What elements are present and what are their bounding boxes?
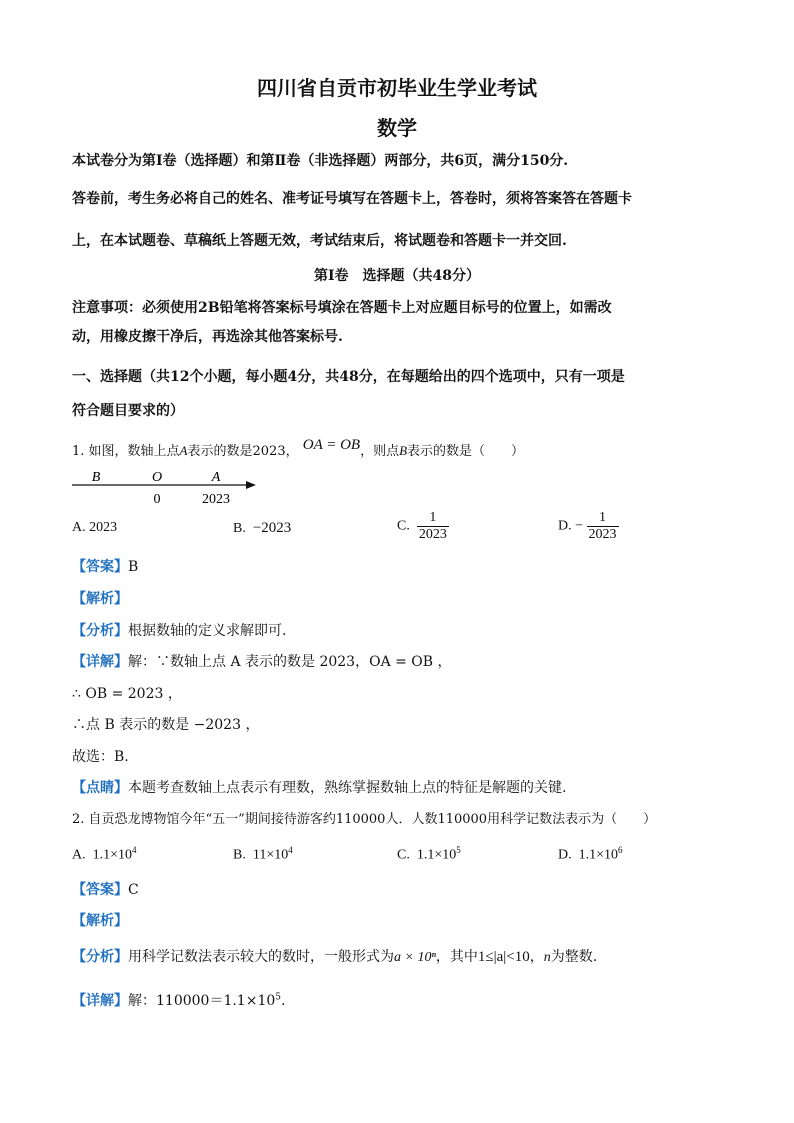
q1-analysis-row [72,588,128,608]
exam-title: 四川省自贡市初毕业生学业考试 [257,76,537,100]
q1-fenxi-tag: 【分析】 [72,623,128,639]
q2-detail-exp: 5 [275,992,281,1003]
q1-stem-c: ，则点 [360,444,400,459]
q1-fenxi: 根据数轴的定义求解即可. [128,623,287,639]
q2-option-d [558,845,623,864]
q2-option-c-base: 1.1×10 [416,847,457,863]
q2-option-a-label: A. [72,847,86,863]
q1-expr: OA = OB [302,437,361,453]
q2-fenxi-range: 1≤|a|<10 [477,949,530,965]
q1-option-c-fraction [417,510,449,543]
q1-option-d [558,510,619,543]
q2-fenxi-c: ， [529,949,544,965]
notice-line-2: 动，用橡皮擦干净后，再选涂其他答案标号. [72,329,343,345]
q2-fenxi-a: 用科学记数法表示较大的数时，一般形式为 [128,949,394,965]
q2-fenxi-n: n [543,950,551,965]
q1-detail-tag: 【详解】 [72,654,128,670]
q1-var-b: B [399,443,408,458]
q1-option-c-num: 1 [429,510,437,525]
point-label-o: O [151,470,163,485]
q1-option-c-label: C. [397,518,410,534]
q1-answer: B [128,559,139,575]
q2-fenxi-row [72,946,597,966]
q1-var-a: A [179,443,188,458]
q2-answer-tag: 【答案】 [72,882,128,898]
q2-stem: 2. 自贡恐龙博物馆今年“五一”期间接待游客约110000人．人数110000用科学记数法表示为（ ） [72,812,657,827]
q2-option-d-base: 1.1×10 [578,847,619,863]
q1-stem-a: 1. 如图，数轴上点 [72,444,180,459]
q1-analysis-tag: 【解析】 [72,591,128,607]
q1-option-c [397,510,449,543]
q1-comment-tag: 【点睛】 [72,780,128,796]
q1-option-b-label: B. [233,521,246,536]
q1-detail-4: 故选：B. [72,749,129,765]
q2-detail-tag: 【详解】 [72,993,128,1009]
intro-line-2: 答卷前，考生务必将自己的姓名、准考证号填写在答题卡上，答卷时，须将答案答在答题卡 [72,191,632,207]
q1-stem [72,437,525,460]
number-line-arrow [246,481,256,489]
q2-option-a-base: 1.1×10 [92,847,133,863]
part-heading-line-2: 符合题目要求的） [72,403,184,419]
q1-option-a: A. 2023 [72,520,118,535]
point-label-a: A [211,470,221,485]
notice-line-1: 注意事项：必须使用2B铅笔将答案标号填涂在答题卡上对应题目标号的位置上，如需改 [72,300,612,316]
intro-line-3: 上，在本试题卷、草稿纸上答题无效，考试结束后，将试题卷和答题卡一并交回. [72,233,567,249]
q1-stem-d: 表示的数是（ ） [407,444,525,459]
q1-answer-row [72,556,138,576]
q1-option-d-fraction [587,510,619,543]
q1-detail-3: ∴点 B 表示的数是 −2023 ， [72,717,260,733]
q1-comment-row [72,777,566,797]
q1-option-b-value: −2023 [252,520,292,536]
q1-option-d-label: D. [558,518,572,534]
q2-option-c [397,845,461,864]
q2-option-d-exp: 6 [618,845,623,855]
q2-option-c-exp: 5 [456,845,461,855]
number-line [70,466,260,510]
part-heading-line-1: 一、选择题（共12个小题，每小题4分，共48分，在每题给出的四个选项中，只有一项是 [72,369,625,385]
q2-fenxi-d: 为整数. [550,949,598,965]
q1-option-b [233,520,291,537]
q2-option-a [72,845,137,864]
q1-comment: 本题考查数轴上点表示有理数，熟练掌握数轴上点的特征是解题的关键. [128,780,567,796]
tick-value-0: 0 [153,492,161,507]
point-label-b: B [91,470,101,485]
q2-option-a-exp: 4 [132,845,137,855]
q2-fenxi-tag: 【分析】 [72,949,128,965]
q1-option-d-num: 1 [599,510,607,525]
q2-option-b [233,845,293,864]
tick-value-2023: 2023 [202,492,230,507]
q1-detail-row [72,651,452,671]
q1-option-d-sign: − [575,518,584,534]
q2-fenxi-b: ，其中 [435,949,478,965]
q2-option-c-label: C. [397,847,410,863]
q2-detail-b: . [281,993,286,1009]
q2-option-b-base: 11×10 [252,847,289,863]
q2-detail-row [72,990,285,1010]
q2-option-b-exp: 4 [288,845,293,855]
q2-detail-a: 解：110000＝1.1×10 [128,993,276,1009]
q2-answer: C [128,882,139,898]
q1-detail-2: ∴ OB = 2023 ， [72,686,182,702]
q1-option-c-den: 2023 [418,527,447,542]
q2-analysis-row [72,910,128,930]
q2-answer-row [72,879,139,899]
q1-option-d-den: 2023 [588,527,617,542]
q1-detail-1: 解：∵数轴上点 A 表示的数是 2023，OA = OB ， [128,654,452,670]
q2-option-b-label: B. [233,847,246,863]
subject-title: 数学 [377,116,417,140]
q2-option-d-label: D. [558,847,572,863]
q1-answer-tag: 【答案】 [72,559,128,575]
intro-line-1: 本试卷分为第Ⅰ卷（选择题）和第Ⅱ卷（非选择题）两部分，共6页，满分150分. [72,153,569,169]
q2-fenxi-expr: a × 10ⁿ [394,950,436,965]
q2-analysis-tag: 【解析】 [72,913,128,929]
q1-stem-b: 表示的数是2023， [187,444,299,459]
section-title: 第Ⅰ卷 选择题（共48分） [313,268,481,284]
q1-fenxi-row [72,620,286,640]
